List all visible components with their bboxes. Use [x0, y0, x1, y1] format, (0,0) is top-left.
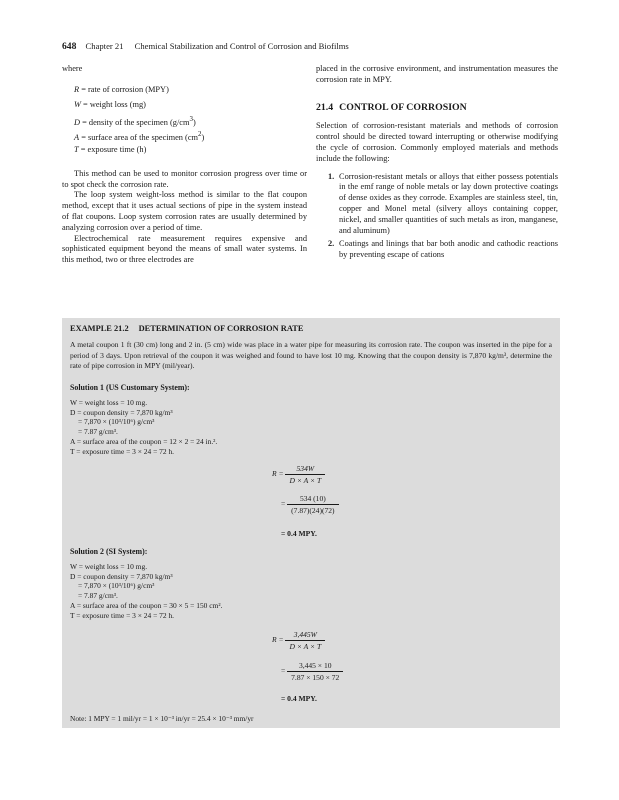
paragraph-continuation: placed in the corrosive environment, and instrumentation measures the corrosion rate in MPY.: [316, 64, 558, 84]
result-1: = 0.4 MPY.: [281, 529, 317, 538]
equation-1b: = $\frac{534 (10)}{(7.87)(24)(72)}$: [281, 494, 339, 515]
step: = 7,870 × (10³/10⁶) g/cm³: [78, 581, 155, 591]
methods-list: [316, 172, 558, 261]
paragraph: The loop system weight-loss method is similar to the flat coupon method, except that it uses actual sections of pipe in the system instead of flat coupons. Loop system corrosion rates are usually determined by analyzing corrosion over a period of time.: [62, 190, 307, 232]
right-column: [316, 64, 558, 264]
section-intro: Selection of corrosion-resistant materials and methods of corrosion control should be directed toward interrupting or otherwise modifying the cycle of corrosion. Commonly employed materials and methods include the following:: [316, 121, 558, 163]
equation-2b: = $\frac{3,445 \times 10}{7.87 \times 150 \times 72}$: [281, 661, 343, 682]
step: = 7.87 g/cm³.: [78, 591, 118, 601]
chapter-title: Chemical Stabilization and Control of Corrosion and Biofilms: [134, 41, 349, 51]
solution-2-heading: Solution 2 (SI System):: [70, 547, 148, 556]
variable-definitions: [62, 82, 307, 157]
list-item: 2. Coatings and linings that bar both anodic and cathodic reactions by preventing escape of cations: [328, 239, 558, 260]
step: T = exposure time = 3 × 24 = 72 h.: [70, 610, 175, 620]
where-label: where: [62, 64, 83, 73]
solution-2-steps: [70, 562, 222, 620]
solution-1-steps: [70, 398, 217, 456]
step: W = weight loss = 10 mg.: [70, 398, 148, 407]
unit-note: Note: 1 MPY = 1 mil/yr = 1 × 10⁻³ in/yr = 25.4 × 10⁻³ mm/yr: [70, 714, 254, 723]
result-2: = 0.4 MPY.: [281, 694, 317, 703]
variable-def: R = rate of corrosion (MPY): [74, 84, 169, 94]
paragraph: Electrochemical rate measurement requires expensive and sophisticated equipment beyond the means of small water systems. In this method, two or three electrodes are: [62, 233, 307, 265]
step: D = coupon density = 7,870 kg/m³: [70, 407, 173, 417]
variable-def: D = density of the specimen $(g/cm^3)$: [74, 114, 196, 127]
step: A = surface area of the coupon = 12 × 2 = 24 in.².: [70, 436, 218, 446]
solution-1-heading: Solution 1 (US Customary System):: [70, 383, 190, 392]
page-number: 648: [62, 41, 77, 52]
step: A = surface area of the coupon = 30 × 5 = 150 cm².: [70, 600, 223, 610]
paragraph: This method can be used to monitor corrosion progress over time or to spot check the corrosion rate.: [62, 168, 307, 189]
variable-def: W = weight loss (mg): [74, 99, 146, 109]
left-column: [62, 64, 307, 266]
section-heading: 21.4 CONTROL OF CORROSION: [316, 101, 467, 113]
step: = 7,870 × (10³/10⁶) g/cm³: [78, 417, 155, 427]
equation-2a: R = $\frac{3,445W}{D \times A \times T}$: [272, 630, 325, 651]
step: T = exposure time = 3 × 24 = 72 h.: [70, 446, 175, 456]
chapter-label: Chapter 21: [85, 41, 124, 51]
example-title: EXAMPLE 21.2 DETERMINATION OF CORROSION RATE: [70, 324, 304, 333]
equation-1a: R = $\frac{534W}{D \times A \times T}$: [272, 464, 325, 485]
variable-def: A = surface area of the specimen $(cm^2)$: [74, 129, 205, 142]
step: D = coupon density = 7,870 kg/m³: [70, 571, 173, 581]
example-problem: A metal coupon 1 ft (30 cm) long and 2 in. (5 cm) wide was place in a water pipe for measuring its corrosion rate. The coupon was inserted in the pipe for a period of 3 days. Upon retrieval of the coupon it was weighed and found to have lost 10 mg. Knowing that the coupon density is 7,870 kg/m³, determine the rate of pipe corrosion in MPY (mil/year).: [70, 340, 552, 371]
list-item: 1. Corrosion-resistant metals or alloys that either possess potentials in the emf range of noble metals or lay down protective coatings of dense oxides as they corrode. Examples are stainless steel, tin, copper and Monel metal (silvery alloys containing copper, nickel, and smaller quantities of such metals as iron, manganese, and aluminum): [328, 171, 558, 235]
step: = 7.87 g/cm³.: [78, 427, 118, 437]
example-box: [62, 318, 560, 728]
step: W = weight loss = 10 mg.: [70, 562, 148, 571]
running-header: [62, 41, 349, 52]
variable-def: T = exposure time (h): [74, 144, 147, 154]
